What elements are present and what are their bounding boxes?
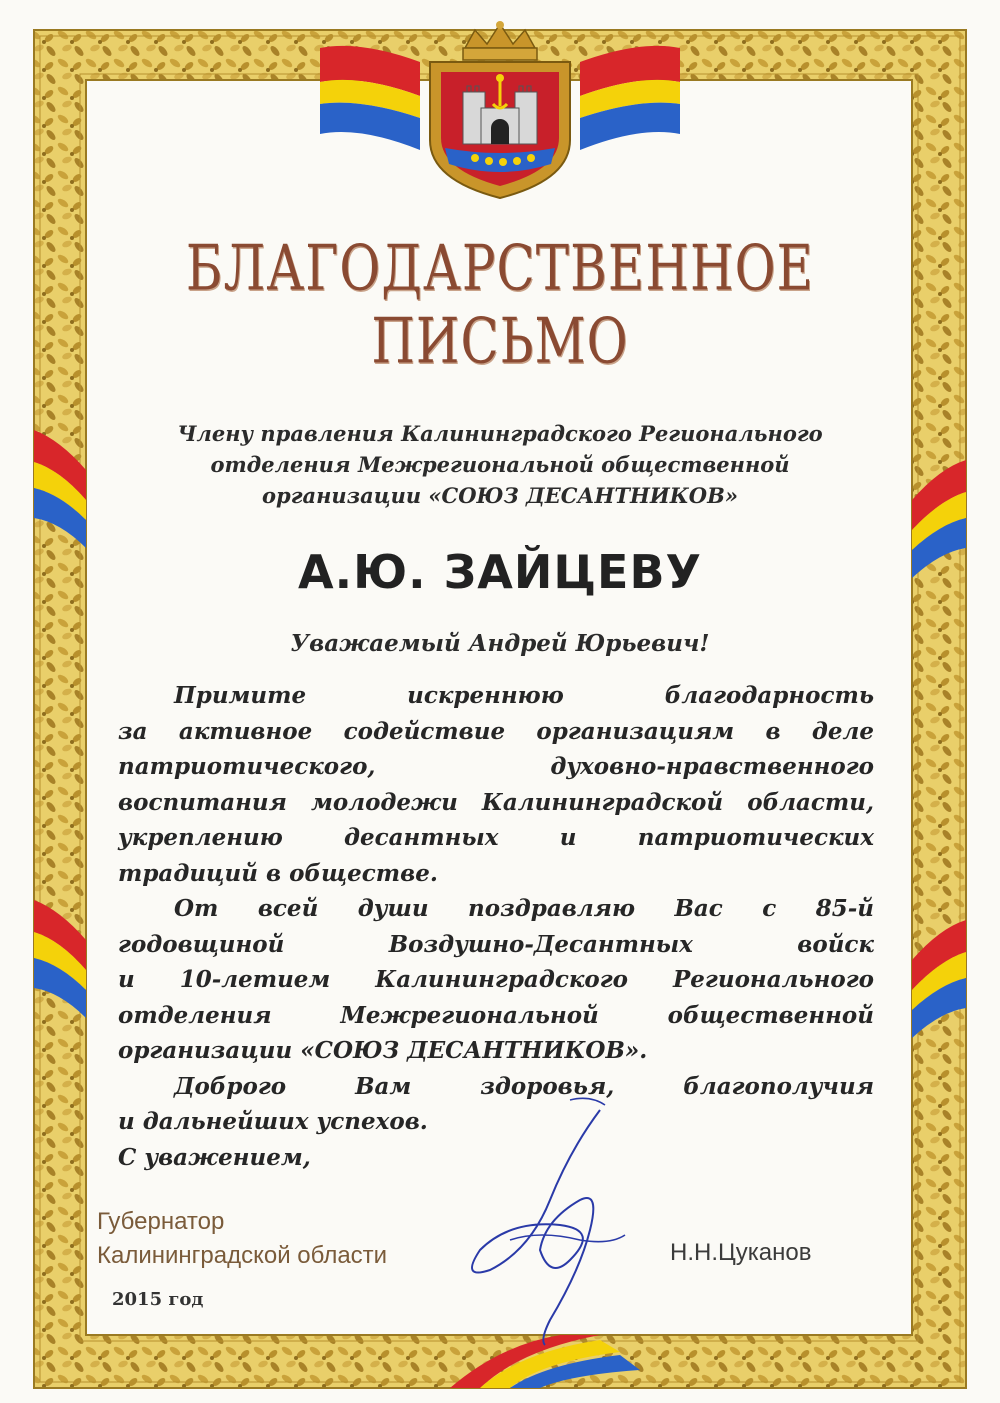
body-line: патриотического, духовно-нравственного <box>118 753 874 780</box>
handwritten-signature-icon <box>450 1090 650 1350</box>
recipient-line: организации «СОЮЗ ДЕСАНТНИКОВ» <box>262 483 738 508</box>
body-line: Доброго Вам здоровья, благополучия <box>174 1072 874 1100</box>
letter-title-line1: БЛАГОДАРСТВЕННОЕ <box>185 232 815 305</box>
body-line: отделения Межрегиональной общественной <box>118 1001 874 1029</box>
recipient-name: А.Ю. ЗАЙЦЕВУ <box>298 545 702 599</box>
body-line: воспитания молодежи Калининградской области, <box>118 788 874 816</box>
recipient-position <box>0 418 1000 511</box>
recipient-line: Члену правления Калининградского Регионального <box>177 421 823 446</box>
body-line: укреплению десантных и патриотических <box>118 824 874 851</box>
body-line: традиций в обществе. <box>118 859 438 887</box>
kaliningrad-coat-of-arms-icon <box>315 20 685 200</box>
body-line: организации «СОЮЗ ДЕСАНТНИКОВ». <box>118 1037 648 1064</box>
body-line: за активное содействие организациям в деле <box>118 717 874 745</box>
body-line: С уважением, <box>118 1143 311 1171</box>
body-line: Примите искреннюю благодарность <box>174 682 874 709</box>
body-line: От всей души поздравляю Вас с 85-й <box>174 895 874 922</box>
signer-post-line: Калининградской области <box>97 1242 388 1269</box>
body-line: годовщиной Воздушно-Десантных войск <box>118 930 874 958</box>
signer-position <box>97 1205 387 1273</box>
greeting: Уважаемый Андрей Юрьевич! <box>290 630 710 657</box>
recipient-line: отделения Межрегиональной общественной <box>210 452 790 477</box>
letter-year: 2015 год <box>112 1289 204 1310</box>
signer-post-line: Губернатор <box>97 1208 225 1235</box>
signer-name: Н.Н.Цуканов <box>670 1239 812 1266</box>
letter-title-line2: ПИСЬМО <box>371 305 629 378</box>
body-line: и дальнейших успехов. <box>118 1108 428 1135</box>
body-line: и 10-летием Калининградского Регионального <box>118 966 874 993</box>
